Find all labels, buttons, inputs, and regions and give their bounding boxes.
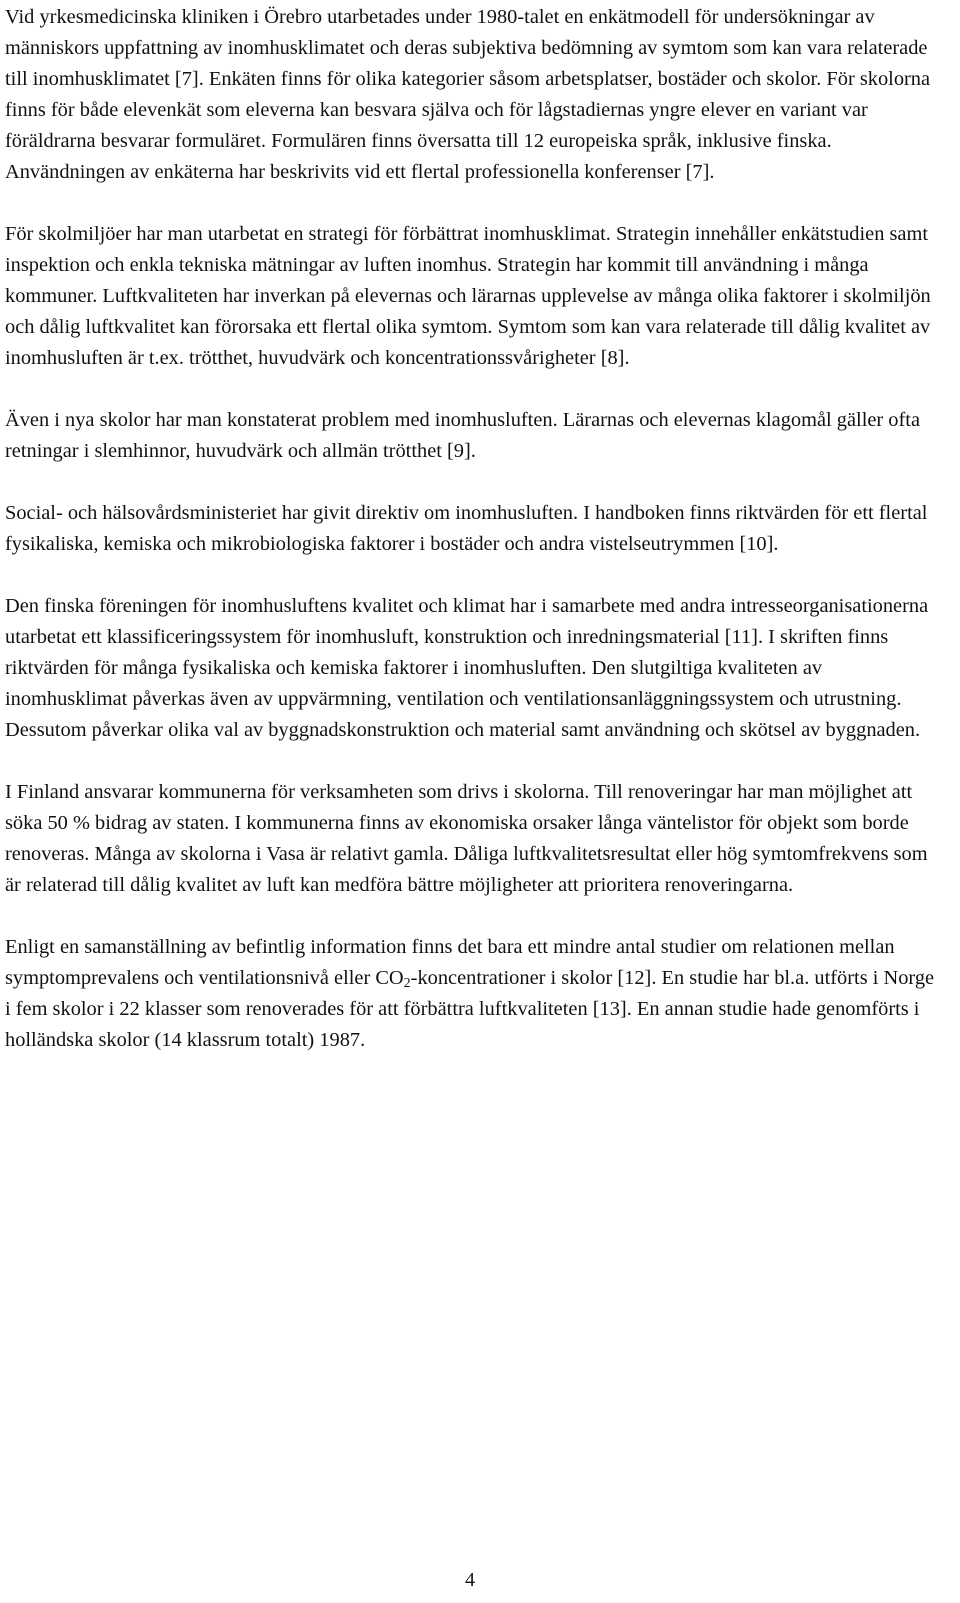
document-body — [5, 0, 940, 1087]
paragraph-classification-system: Den finska föreningen för inomhusluftens kvalitet och klimat har i samarbete med andra intresseorganisationerna utarbetat ett klassificeringssystem för inomhusluft, konstruktion och inredningsmaterial [11]. I skriften finns riktvärden för många fysikaliska och kemiska faktorer i inomhusluften. Den slutgiltiga kvaliteten av inomhusklimat påverkas även av uppvärmning, ventilation och ventilationsanläggningssystem och utrustning. Dessutom påverkar olika val av byggnadskonstruktion och material samt användning och skötsel av byggnaden. — [5, 595, 929, 741]
paragraph-orebro-questionnaire: Vid yrkesmedicinska kliniken i Örebro utarbetades under 1980-talet en enkätmodell för undersökningar av människors uppfattning av inomhusklimatet och deras subjektiva bedömning av symtom som kan vara relaterade till inomhusklimatet [7]. Enkäten finns för olika kategorier såsom arbetsplatser, bostäder och skolor. För skolorna finns för både elevenkät som eleverna kan besvara själva och för lågstadiernas yngre elever en variant var föräldrarna besvarar formuläret. Formulären finns översatta till 12 europeiska språk, inklusive finska. Användningen av enkäterna har beskrivits vid ett flertal professionella konferenser [7]. — [5, 6, 931, 183]
co2-subscript: 2 — [403, 976, 411, 991]
paragraph-ministry-directive: Social- och hälsovårdsministeriet har givit direktiv om inomhusluften. I handboken finns riktvärden för ett flertal fysikaliska, kemiska och mikrobiologiska faktorer i bostäder och andra vistelseutrymmen [10]. — [5, 502, 928, 555]
paragraph-finland-renovations: I Finland ansvarar kommunerna för verksamheten som drivs i skolorna. Till renoveringar har man möjlighet att söka 50 % bidrag av staten. I kommunerna finns av ekonomiska orsaker långa väntelistor för objekt som borde renoveras. Många av skolorna i Vasa är relativt gamla. Dåliga luftkvalitetsresultat eller hög symtomfrekvens som är relaterad till dålig kvalitet av luft kan medföra bättre möjligheter att prioritera renoveringarna. — [5, 781, 928, 896]
paragraph-studies-summary — [5, 932, 940, 1056]
paragraph-school-strategy: För skolmiljöer har man utarbetat en strategi för förbättrat inomhusklimat. Strategin innehåller enkätstudien samt inspektion och enkla tekniska mätningar av luften inomhus. Strategin har kommit till användning i många kommuner. Luftkvaliteten har inverkan på elevernas och lärarnas upplevelse av många olika faktorer i skolmiljön och dålig luftkvalitet kan förorsaka ett flertal olika symtom. Symtom som kan vara relaterade till dålig kvalitet av inomhusluften är t.ex. trötthet, huvudvärk och koncentrationssvårigheter [8]. — [5, 223, 931, 369]
page-number: 4 — [465, 1569, 475, 1591]
paragraph-studies-text-after: -koncentrationer i skolor [12]. En studie har bl.a. utförts i Norge i fem skolor i 22 klasser som renoverades för att förbättra luftkvaliteten [13]. En annan studie hade genomförts i holländska skolor (14 klassrum totalt) 1987. — [5, 967, 935, 1051]
paragraph-studies-text-before: Enligt en samanställning av befintlig information finns det bara ett mindre antal studier om relationen mellan symptomprevalens och ventilationsnivå eller CO — [5, 936, 895, 989]
paragraph-new-schools: Även i nya skolor har man konstaterat problem med inomhusluften. Lärarnas och elevernas klagomål gäller ofta retningar i slemhinnor, huvudvärk och allmän trötthet [9]. — [5, 409, 921, 462]
